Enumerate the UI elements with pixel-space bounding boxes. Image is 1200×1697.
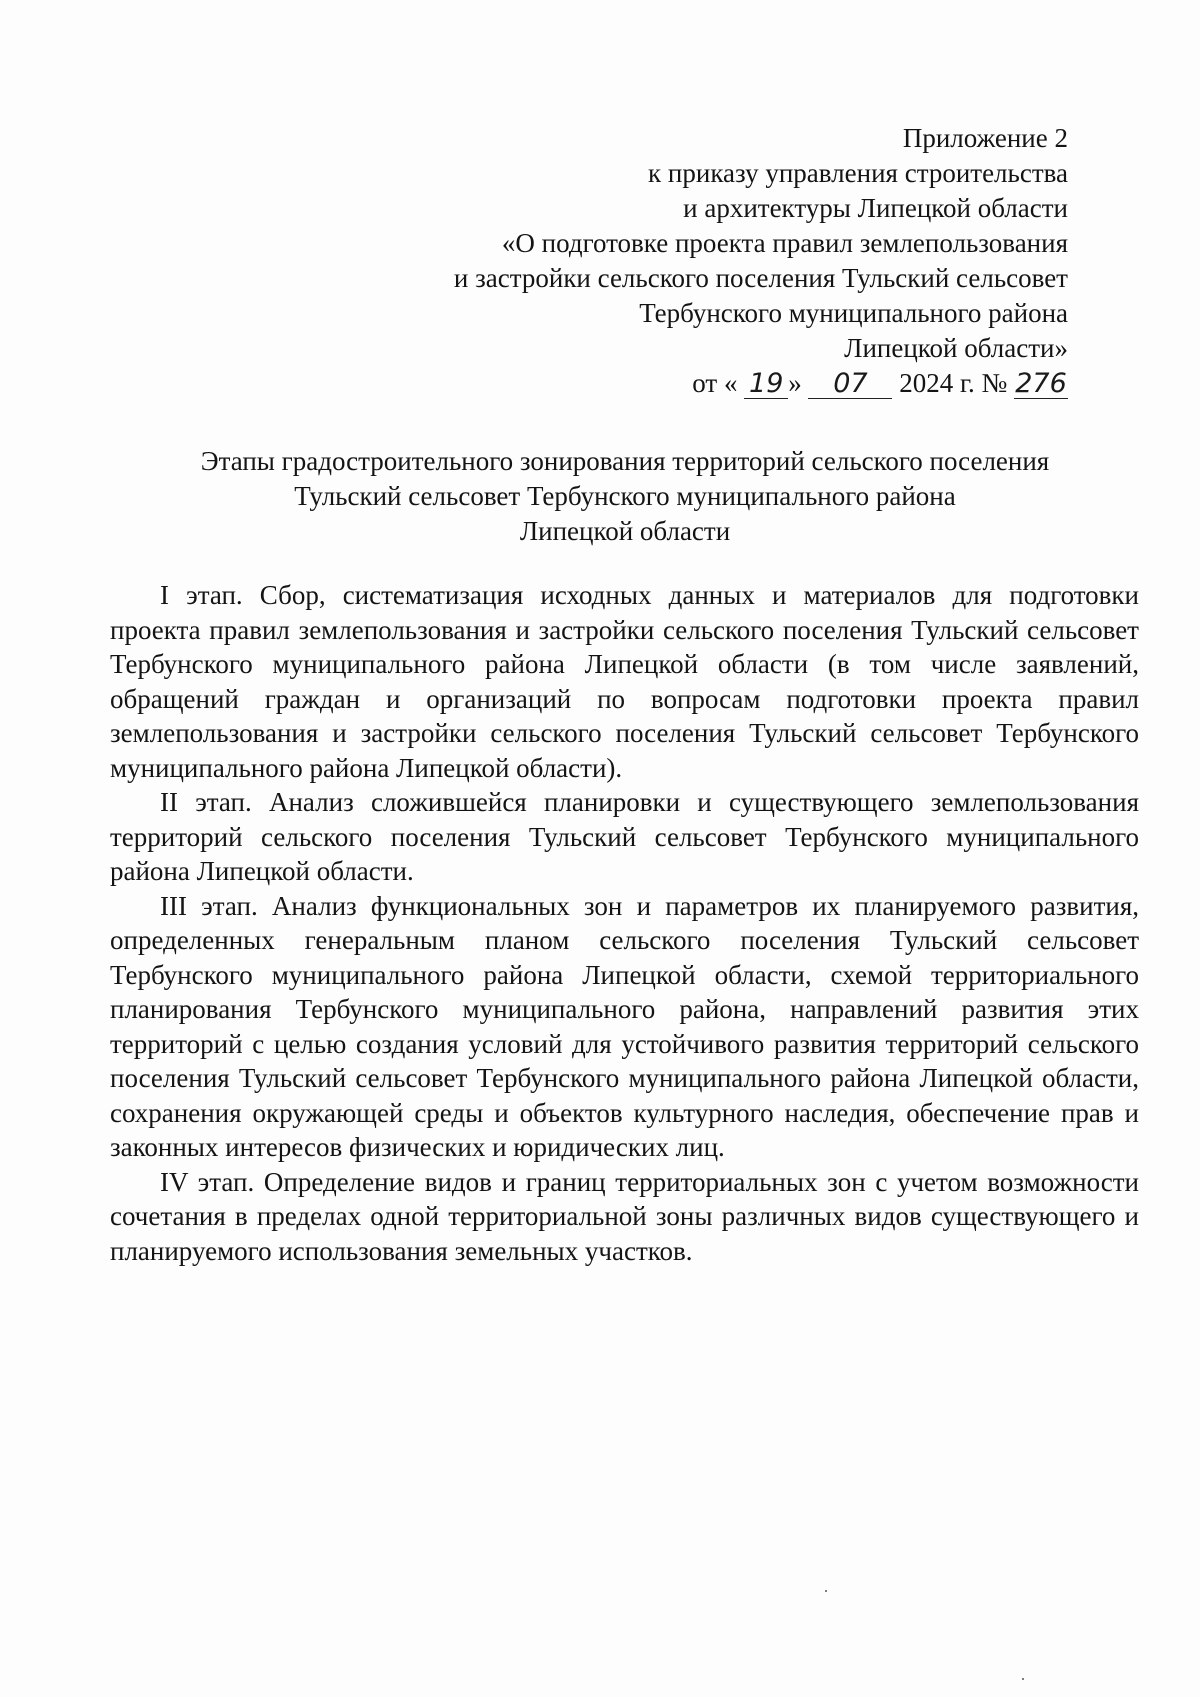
stage-1-paragraph: I этап. Сбор, систематизация исходных данных и материалов для подготовки проекта правил землепользования и застройки сельского поселения Тульский сельсовет Тербунского муниципального района Липецкой области (в том числе заявлений, обращений граждан и организаций по вопросам подготовки проекта правил землепользования и застройки сельского поселения Тульский сельсовет Тербунского муниципального района Липецкой области). bbox=[110, 580, 1139, 783]
order-number-handwritten: 276 bbox=[1015, 368, 1067, 399]
appendix-order-ref: к приказу управления строительства bbox=[648, 158, 1068, 188]
appendix-number: Приложение 2 bbox=[902, 123, 1068, 153]
scan-speck bbox=[1022, 1678, 1024, 1680]
appendix-date-line bbox=[454, 366, 1068, 401]
appendix-order-title-4: Липецкой области» bbox=[844, 333, 1068, 363]
appendix-order-title-3: Тербунского муниципального района bbox=[639, 298, 1068, 328]
stage-3-paragraph: III этап. Анализ функциональных зон и параметров их планируемого развития, определенных генеральным планом сельского поселения Тульский сельсовет Тербунского муниципального района Липецкой области, схемой территориального планирования Тербунского муниципального района, направлений развития этих территорий с целью создания условий для устойчивого развития территорий сельского поселения Тульский сельсовет Тербунского муниципального района Липецкой области, сохранения окружающей среды и объектов культурного наследия, обеспечение прав и законных интересов физических и юридических лиц. bbox=[110, 890, 1139, 1162]
stages-body bbox=[110, 578, 1139, 1268]
appendix-header bbox=[454, 121, 1068, 401]
scan-speck bbox=[825, 1590, 827, 1592]
appendix-order-title-1: «О подготовке проекта правил землепользования bbox=[501, 228, 1068, 258]
date-prefix: от « bbox=[692, 368, 738, 398]
title-line-1: Этапы градостроительного зонирования территорий сельского поселения bbox=[200, 446, 1050, 476]
title-line-3: Липецкой области bbox=[519, 516, 731, 546]
stage-2-paragraph: II этап. Анализ сложившейся планировки и существующего землепользования территорий сельского поселения Тульский сельсовет Тербунского муниципального района Липецкой области. bbox=[110, 787, 1139, 886]
title-line-2: Тульский сельсовет Тербунского муниципального района bbox=[294, 481, 956, 511]
date-day-handwritten: 19 bbox=[744, 370, 788, 399]
document-title bbox=[110, 444, 1140, 549]
date-quote-close: » bbox=[788, 368, 802, 398]
appendix-order-authority: и архитектуры Липецкой области bbox=[683, 193, 1068, 223]
stage-4-paragraph: IV этап. Определение видов и границ территориальных зон с учетом возможности сочетания в пределах одной территориальной зоны различных видов существующего и планируемого использования земельных участков. bbox=[110, 1166, 1139, 1266]
date-month-handwritten: 07 bbox=[808, 370, 892, 399]
date-year-number-label: 2024 г. № bbox=[899, 368, 1008, 398]
appendix-order-title-2: и застройки сельского поселения Тульский сельсовет bbox=[453, 263, 1068, 293]
